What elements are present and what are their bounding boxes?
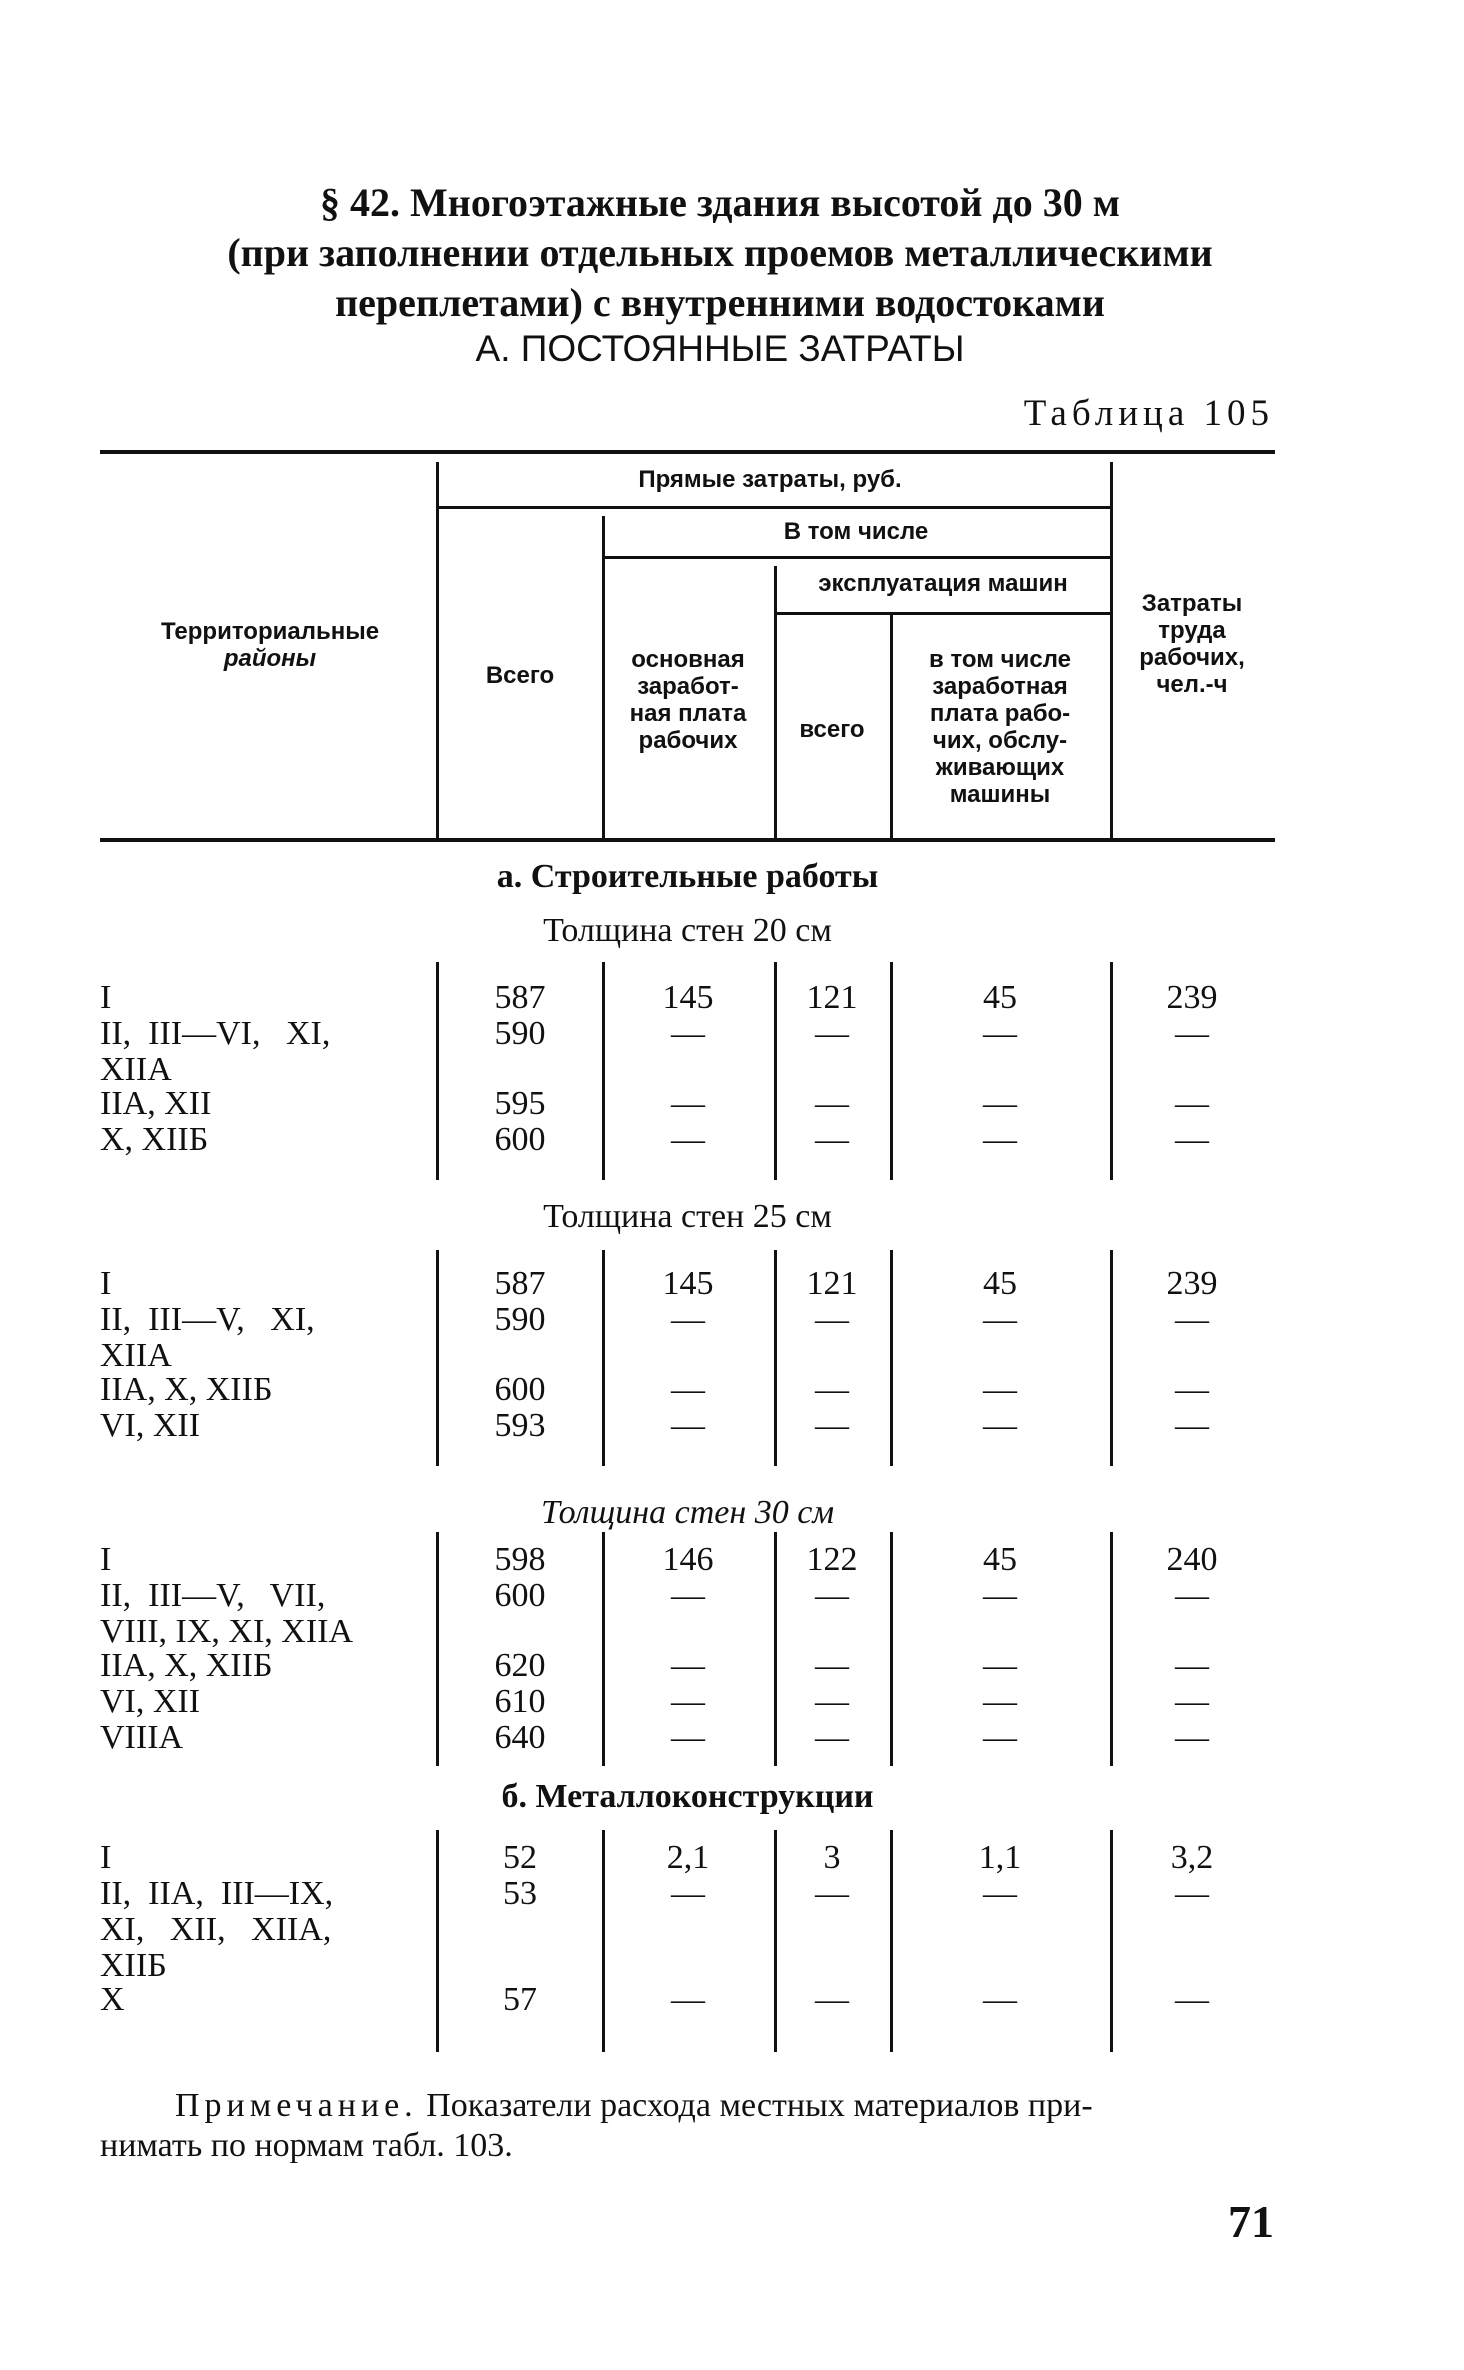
- total-cell: 600: [494, 1371, 546, 1408]
- labor-cell: —: [1175, 1121, 1209, 1158]
- wages-cell: —: [671, 1301, 705, 1338]
- machine-wages-cell: —: [983, 1981, 1017, 2018]
- machine-wages-cell: —: [983, 1121, 1017, 1158]
- note-text: Показатели расхода местных материалов при-: [417, 2087, 1093, 2124]
- district-cell: IIA, X, XIIБ: [100, 1647, 273, 1684]
- direct-costs-header: Прямые затраты, руб.: [638, 466, 902, 493]
- machine-wages-header-line: плата рабо-: [929, 700, 1071, 727]
- section-wall-20: Толщина стен 20 см: [543, 912, 832, 949]
- wages-cell: 145: [662, 1265, 714, 1302]
- machines-cell: —: [815, 1719, 849, 1756]
- machines-cell: 3: [823, 1839, 841, 1876]
- district-cell: II, III—V, VII,: [100, 1577, 326, 1614]
- total-cell: 620: [494, 1647, 546, 1684]
- labor-cell: —: [1175, 1085, 1209, 1122]
- section-title: [160, 178, 1280, 328]
- labor-cell: 239: [1166, 1265, 1218, 1302]
- district-cell: I: [100, 1265, 112, 1302]
- total-cell: 52: [503, 1839, 537, 1876]
- total-cell: 590: [494, 1015, 546, 1052]
- total-cell: 640: [494, 1719, 546, 1756]
- wages-cell: —: [671, 1981, 705, 2018]
- district-cell: I: [100, 979, 112, 1016]
- total-cell: 600: [494, 1577, 546, 1614]
- machines-cell: —: [815, 1015, 849, 1052]
- wages-cell: —: [671, 1719, 705, 1756]
- page-number: 71: [1228, 2196, 1274, 2247]
- wages-cell: —: [671, 1121, 705, 1158]
- machines-cell: —: [815, 1371, 849, 1408]
- labor-cell: 240: [1166, 1541, 1218, 1578]
- machine-wages-cell: —: [983, 1719, 1017, 1756]
- note: [100, 2086, 1275, 2166]
- labor-cell: —: [1175, 1301, 1209, 1338]
- machine-wages-cell: —: [983, 1577, 1017, 1614]
- machine-wages-cell: —: [983, 1683, 1017, 1720]
- table-top-rule: [100, 450, 1275, 454]
- wages-cell: 2,1: [666, 1839, 710, 1876]
- hdr-vline-4: [774, 566, 777, 838]
- machine-operation-header: эксплуатация машин: [818, 570, 1068, 597]
- machines-cell: —: [815, 1407, 849, 1444]
- title-line-2: (при заполнении отдельных проемов металлическими: [227, 230, 1213, 275]
- hdr-vline-1: [436, 462, 439, 838]
- wages-cell: 145: [662, 979, 714, 1016]
- total-cell: 53: [503, 1875, 537, 1912]
- column-rule: [436, 1250, 439, 1466]
- machine-wages-header-line: живающих: [935, 754, 1065, 781]
- labor-header-line: чел.-ч: [1156, 671, 1228, 698]
- note-label: Примечание.: [175, 2087, 418, 2124]
- machine-wages-cell: —: [983, 1015, 1017, 1052]
- districts-header: [110, 618, 430, 672]
- wages-cell: —: [671, 1371, 705, 1408]
- wages-header-line: ная плата: [629, 700, 747, 727]
- machines-cell: —: [815, 1121, 849, 1158]
- district-cell-cont: XIIA: [100, 1337, 172, 1374]
- labor-cell: —: [1175, 1015, 1209, 1052]
- wages-cell: —: [671, 1577, 705, 1614]
- wages-cell: —: [671, 1683, 705, 1720]
- labor-header-line: труда: [1158, 617, 1226, 644]
- hdr-hline-3: [776, 612, 1110, 615]
- total-cell: 590: [494, 1301, 546, 1338]
- section-wall-30: Толщина стен 30 см: [540, 1494, 835, 1531]
- machines-cell: —: [815, 1301, 849, 1338]
- machines-cell: 121: [806, 979, 858, 1016]
- wages-cell: —: [671, 1015, 705, 1052]
- district-cell: VI, XII: [100, 1683, 201, 1720]
- labor-header-line: Затраты: [1141, 590, 1243, 617]
- machines-cell: —: [815, 1683, 849, 1720]
- labor-cell: 239: [1166, 979, 1218, 1016]
- total-cell: 57: [503, 1981, 537, 2018]
- machine-wages-cell: 45: [983, 1265, 1017, 1302]
- header-bottom-rule: [100, 838, 1275, 842]
- labor-cell: —: [1175, 1719, 1209, 1756]
- total-cell: 610: [494, 1683, 546, 1720]
- section-wall-25: Толщина стен 25 см: [543, 1198, 832, 1235]
- machine-wages-header: [892, 646, 1108, 808]
- district-cell: X, XIIБ: [100, 1121, 209, 1158]
- total-cell: 598: [494, 1541, 546, 1578]
- machine-wages-header-line: машины: [949, 781, 1051, 808]
- wages-header-line: основная: [631, 646, 745, 673]
- machine-wages-cell: —: [983, 1875, 1017, 1912]
- table-label: Таблица 105: [1023, 393, 1274, 434]
- wages-cell: —: [671, 1407, 705, 1444]
- total-header: Всего: [485, 662, 555, 689]
- district-cell: IIA, X, XIIБ: [100, 1371, 273, 1408]
- district-cell-cont: XI, XII, XIIA,: [100, 1911, 332, 1948]
- wages-cell: —: [671, 1085, 705, 1122]
- total-cell: 593: [494, 1407, 546, 1444]
- section-construction: а. Строительные работы: [496, 858, 879, 895]
- machine-wages-cell: 45: [983, 979, 1017, 1016]
- machines-cell: 121: [806, 1265, 858, 1302]
- labor-header: [1112, 590, 1272, 698]
- machines-cell: —: [815, 1085, 849, 1122]
- labor-cell: —: [1175, 1407, 1209, 1444]
- district-cell: VIIIA: [100, 1719, 184, 1756]
- total-cell: 595: [494, 1085, 546, 1122]
- district-cell: II, III—V, XI,: [100, 1301, 315, 1338]
- district-cell: I: [100, 1839, 112, 1876]
- labor-cell: —: [1175, 1371, 1209, 1408]
- district-cell: IIA, XII: [100, 1085, 212, 1122]
- machine-wages-header-line: в том числе: [929, 646, 1071, 673]
- wages-cell: —: [671, 1875, 705, 1912]
- wages-header: [604, 646, 772, 754]
- district-cell: I: [100, 1541, 112, 1578]
- including-header: В том числе: [783, 518, 929, 545]
- machine-wages-cell: —: [983, 1647, 1017, 1684]
- machine-wages-header-line: чих, обслу-: [932, 727, 1068, 754]
- district-cell: II, IIA, III—IX,: [100, 1875, 334, 1912]
- labor-cell: —: [1175, 1647, 1209, 1684]
- column-rule: [436, 1830, 439, 2052]
- machine-total-header: всего: [799, 716, 865, 743]
- hdr-hline-1: [438, 506, 1110, 509]
- total-cell: 587: [494, 979, 546, 1016]
- machines-cell: —: [815, 1875, 849, 1912]
- labor-cell: —: [1175, 1875, 1209, 1912]
- section-metal: б. Металлоконструкции: [501, 1778, 874, 1815]
- machine-wages-cell: 45: [983, 1541, 1017, 1578]
- district-cell-cont: XIIБ: [100, 1947, 167, 1984]
- machines-cell: —: [815, 1647, 849, 1684]
- labor-cell: —: [1175, 1577, 1209, 1614]
- column-rule: [436, 1532, 439, 1766]
- wages-header-line: рабочих: [638, 727, 738, 754]
- column-rule: [436, 962, 439, 1180]
- machines-cell: 122: [806, 1541, 858, 1578]
- machines-cell: —: [815, 1981, 849, 2018]
- labor-cell: —: [1175, 1981, 1209, 2018]
- labor-cell: 3,2: [1170, 1839, 1214, 1876]
- districts-header-line1: Территориальные: [160, 618, 380, 645]
- labor-header-line: рабочих,: [1139, 644, 1245, 671]
- machine-wages-cell: —: [983, 1301, 1017, 1338]
- machine-wages-cell: —: [983, 1407, 1017, 1444]
- machine-wages-cell: —: [983, 1085, 1017, 1122]
- machine-wages-header-line: заработная: [932, 673, 1068, 700]
- district-cell: VI, XII: [100, 1407, 201, 1444]
- district-cell: X: [100, 1981, 125, 2018]
- note-text-2: нимать по нормам табл. 103.: [100, 2127, 513, 2164]
- wages-cell: —: [671, 1647, 705, 1684]
- total-cell: 600: [494, 1121, 546, 1158]
- district-cell: II, III—VI, XI,: [100, 1015, 331, 1052]
- wages-header-line: заработ-: [637, 673, 739, 700]
- machine-wages-cell: —: [983, 1371, 1017, 1408]
- labor-cell: —: [1175, 1683, 1209, 1720]
- district-cell-cont: XIIA: [100, 1051, 172, 1088]
- districts-header-line2: районы: [223, 645, 317, 672]
- hdr-hline-2: [604, 556, 1110, 559]
- title-line-1: § 42. Многоэтажные здания высотой до 30 м: [320, 180, 1120, 225]
- machine-wages-cell: 1,1: [978, 1839, 1022, 1876]
- machines-cell: —: [815, 1577, 849, 1614]
- subtitle: А. ПОСТОЯННЫЕ ЗАТРАТЫ: [475, 328, 965, 369]
- district-cell-cont: VIII, IX, XI, XIIA: [100, 1613, 354, 1650]
- wages-cell: 146: [662, 1541, 714, 1578]
- title-line-3: переплетами) с внутренними водостоками: [335, 280, 1105, 325]
- total-cell: 587: [494, 1265, 546, 1302]
